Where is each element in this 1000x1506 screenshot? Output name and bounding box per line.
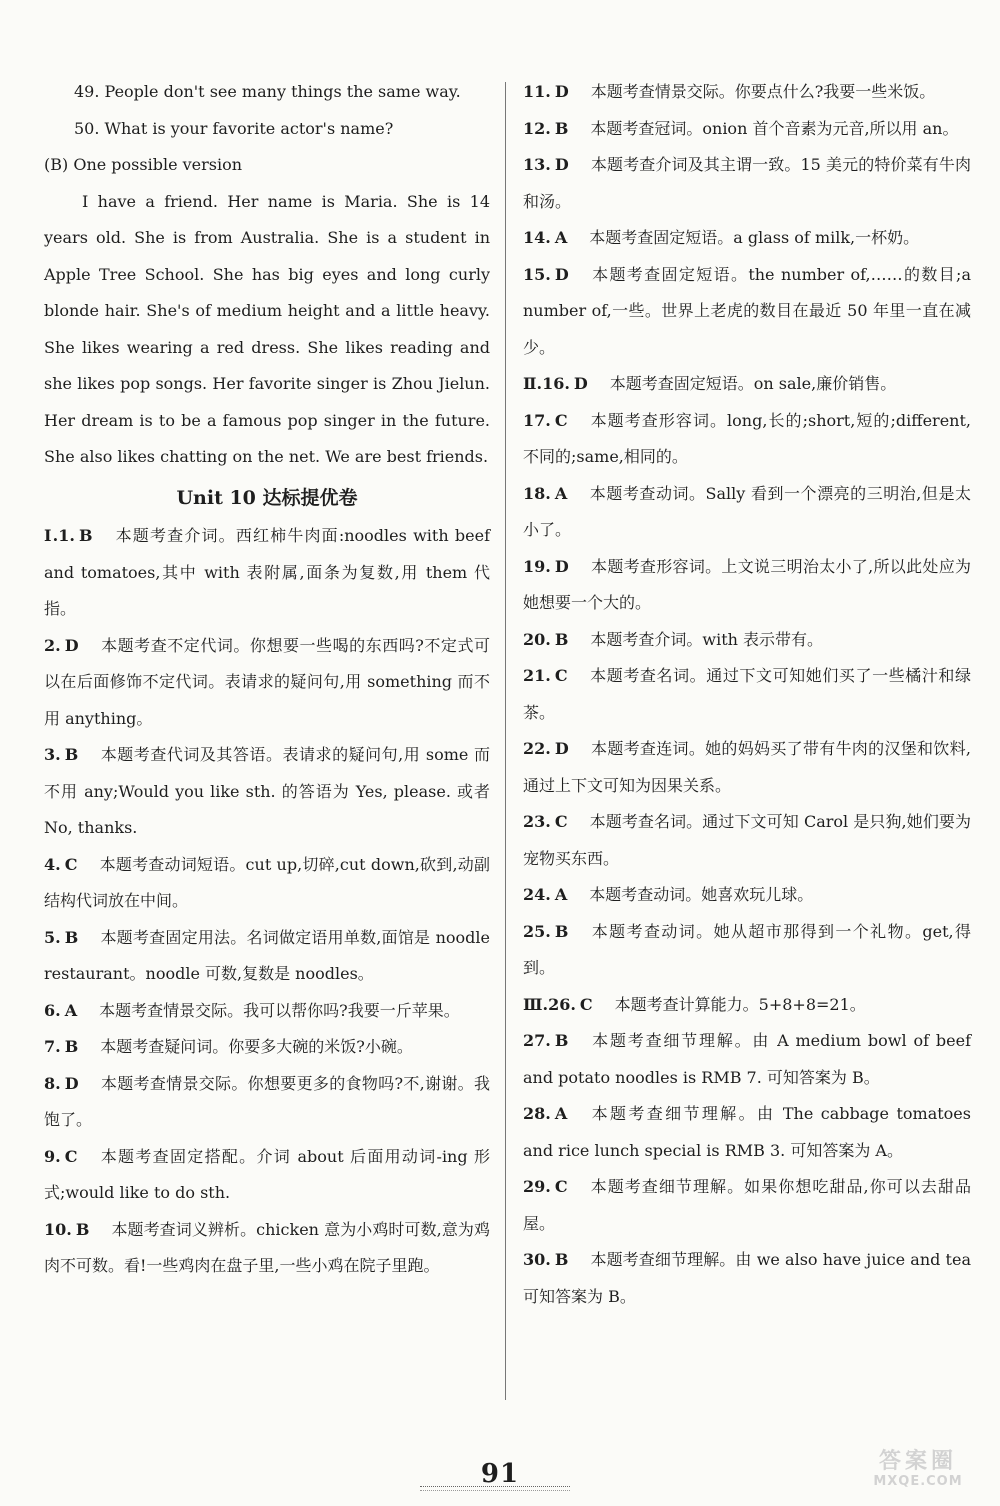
question-number: 27. (523, 1031, 551, 1050)
explanation-text: 本题考查细节理解。由 The cabbage tomatoes and rice lunch special is RMB 3. 可知答案为 A。 (523, 1104, 971, 1160)
explanation-text: 本题考查介词。with 表示带有。 (590, 629, 824, 649)
answer-letter: B (64, 1037, 79, 1056)
answer-letter: B (554, 1031, 569, 1050)
answer-letter: B (554, 118, 569, 138)
unit-title: Unit 10 达标提优卷 (176, 486, 358, 509)
question-number: 3. (44, 745, 61, 764)
answer-letter: C (64, 854, 78, 874)
question-number: 11. (523, 82, 551, 101)
answer-letter: C (554, 812, 568, 831)
question-number: 30. (523, 1250, 551, 1269)
question-number: 28. (523, 1104, 551, 1123)
explanation-text: 本题考查连词。她的妈妈买了带有牛肉的汉堡和饮料,通过上下文可知为因果关系。 (523, 739, 971, 795)
explanation-text: 本题考查名词。通过下文可知她们买了一些橘汁和绿茶。 (523, 666, 971, 722)
explanation-text: 本题考查代词及其答语。表请求的疑问句,用 some 而不用 any;Would you like sth. 的答语为 Yes, please. 或者 No, thanks. (44, 745, 490, 837)
answer-line-49: 49. People don't see many things the same way. (74, 82, 461, 101)
answer-item (44, 1066, 490, 1139)
section-label: Ⅰ. (44, 526, 59, 545)
explanation-text: 本题考查计算能力。5+8+8=21。 (614, 994, 866, 1014)
question-number: 21. (523, 666, 551, 685)
answer-item (523, 74, 971, 111)
answer-letter: D (554, 155, 569, 174)
explanation-text: 本题考查固定短语。on sale,廉价销售。 (609, 374, 897, 393)
answer-item (523, 1169, 971, 1242)
question-number: 25. (523, 921, 551, 941)
question-number: 24. (523, 885, 551, 904)
question-number: 2. (44, 635, 61, 655)
explanation-text: 本题考查情景交际。你想要更多的食物吗?不,谢谢。我饱了。 (44, 1073, 490, 1129)
answer-letter: B (554, 1250, 569, 1269)
answer-letter: B (554, 921, 569, 941)
answer-item (523, 622, 971, 659)
answer-letter: B (75, 1219, 90, 1239)
question-number: 22. (523, 739, 551, 758)
question-number: 10. (44, 1219, 72, 1239)
right-column (523, 74, 971, 1315)
explanation-text: 本题考查细节理解。如果你想吃甜品,你可以去甜品屋。 (523, 1177, 971, 1233)
answer-item (523, 1096, 971, 1169)
question-number: 16. (542, 374, 570, 393)
question-number: 17. (523, 410, 551, 430)
answer-letter: C (554, 1177, 568, 1196)
question-number: 29. (523, 1177, 551, 1196)
explanation-text: 本题考查不定代词。你想要一些喝的东西吗?不定式可以在后面修饰不定代词。表请求的疑问句,用 something 而不用 anything。 (44, 635, 490, 728)
section-label: Ⅱ. (523, 374, 543, 393)
question-number: 20. (523, 629, 551, 649)
section-label: Ⅲ. (523, 994, 549, 1014)
answer-letter: A (64, 1000, 78, 1020)
question-number: 5. (44, 927, 61, 947)
answer-letter: A (554, 483, 568, 503)
question-number: 1. (58, 526, 75, 545)
explanation-text: 本题考查介词。西红柿牛肉面:noodles with beef and tomatoes,其中 with 表附属,面条为复数,用 them 代指。 (44, 526, 490, 618)
answer-item (44, 1212, 490, 1285)
watermark-text-cn: 答案圈 (878, 1449, 957, 1474)
question-number: 6. (44, 1000, 61, 1020)
question-number: 7. (44, 1037, 61, 1056)
answer-letter: C (579, 994, 593, 1014)
explanation-text: 本题考查情景交际。我可以帮你吗?我要一斤苹果。 (99, 1000, 460, 1020)
explanation-text: 本题考查介词及其主谓一致。15 美元的特价菜有牛肉和汤。 (523, 155, 971, 211)
explanation-text: 本题考查形容词。上文说三明治太小了,所以此处应为她想要一个大的。 (523, 556, 971, 612)
explanation-text: 本题考查名词。通过下文可知 Carol 是只狗,她们要为宠物买东西。 (523, 812, 971, 868)
question-number: 12. (523, 118, 551, 138)
answer-letter: D (64, 1073, 79, 1093)
explanation-text: 本题考查固定用法。名词做定语用单数,面馆是 noodle restaurant。noodle 可数,复数是 noodles。 (44, 927, 490, 983)
explanation-text: 本题考查动词。她从超市那得到一个礼物。get,得到。 (523, 921, 971, 977)
right-answer-list (523, 74, 971, 1315)
answer-item (523, 147, 971, 220)
page-number: 91 (480, 1459, 520, 1489)
footer-ornament (420, 1486, 570, 1491)
question-number: 4. (44, 854, 61, 874)
explanation-text: 本题考查疑问词。你要多大碗的米饭?小碗。 (100, 1037, 413, 1056)
answer-item (44, 518, 490, 628)
answer-item (523, 403, 971, 476)
answer-letter: D (554, 82, 569, 101)
watermark-text-en: MXQE.COM (873, 1474, 963, 1489)
answer-letter: D (554, 739, 569, 758)
left-column (44, 74, 490, 1285)
question-number: 15. (523, 264, 551, 284)
watermark-logo (852, 1449, 984, 1500)
answer-letter: B (64, 745, 79, 764)
explanation-text: 本题考查形容词。long,长的;short,短的;different,不同的;same,相同的。 (523, 410, 971, 466)
answer-item (523, 476, 971, 549)
column-divider (505, 82, 506, 1400)
answer-item (523, 804, 971, 877)
answer-item (44, 920, 490, 993)
question-number: 8. (44, 1073, 61, 1093)
explanation-text: 本题考查动词。Sally 看到一个漂亮的三明治,但是太小了。 (523, 483, 971, 539)
question-number: 13. (523, 155, 551, 174)
explanation-text: 本题考查细节理解。由 we also have juice and tea 可知答案为 B。 (523, 1250, 971, 1306)
explanation-text: 本题考查动词短语。cut up,切碎,cut down,砍到,动副结构代词放在中间。 (44, 854, 490, 910)
answer-item (44, 737, 490, 847)
explanation-text: 本题考查冠词。onion 首个音素为元音,所以用 an。 (590, 118, 959, 138)
answer-letter: C (554, 666, 568, 685)
answer-item (523, 987, 971, 1024)
explanation-text: 本题考查细节理解。由 A medium bowl of beef and potato noodles is RMB 7. 可知答案为 B。 (523, 1031, 971, 1087)
answer-item (523, 220, 971, 257)
answer-line-50: 50. What is your favorite actor's name? (74, 118, 394, 138)
answer-letter: C (64, 1146, 78, 1166)
question-number: 14. (523, 228, 551, 247)
answer-letter: D (554, 556, 569, 576)
answer-item (44, 993, 490, 1030)
answer-letter: D (573, 374, 588, 393)
explanation-text: 本题考查动词。她喜欢玩儿球。 (589, 885, 814, 904)
answer-item (523, 257, 971, 367)
answer-item (44, 628, 490, 738)
answer-item (523, 1242, 971, 1315)
answer-item (523, 1023, 971, 1096)
answer-item (523, 914, 971, 987)
answer-item (523, 658, 971, 731)
answer-item (523, 731, 971, 804)
answer-letter: A (554, 228, 568, 247)
answer-item (523, 111, 971, 148)
left-answer-list (44, 518, 490, 1285)
answer-letter: D (554, 264, 569, 284)
answer-letter: B (78, 526, 93, 545)
explanation-text: 本题考查固定搭配。介词 about 后面用动词-ing 形式;would like to do sth. (44, 1146, 490, 1202)
answer-item (523, 549, 971, 622)
explanation-text: 本题考查词义辨析。chicken 意为小鸡时可数,意为鸡肉不可数。看!一些鸡肉在盘子里,一些小鸡在院子里跑。 (44, 1219, 490, 1275)
question-number: 9. (44, 1146, 61, 1166)
answer-letter: B (64, 927, 79, 947)
answer-item (523, 877, 971, 914)
essay-paragraph: I have a friend. Her name is Maria. She is 14 years old. She is from Australia. She is a student in Apple Tree School. She has big eyes and long curly blonde hair. She's of medium height and a little heavy. She likes wearing a red dress. She likes reading and she likes pop songs. Her favorite singer is Zhou Jielun. Her dream is to be a famous pop singer in the future. She also likes chatting on the net. We are best friends. (44, 191, 490, 466)
answer-item (44, 1139, 490, 1212)
answer-letter: B (554, 629, 569, 649)
explanation-text: 本题考查固定短语。a glass of milk,一杯奶。 (589, 228, 920, 247)
version-label: (B) One possible version (44, 155, 243, 174)
answer-item (523, 366, 971, 403)
answer-item (44, 1029, 490, 1066)
answer-letter: C (554, 410, 568, 430)
question-number: 19. (523, 556, 551, 576)
answer-letter: A (554, 1104, 568, 1123)
answer-item (44, 847, 490, 920)
question-number: 23. (523, 812, 551, 831)
explanation-text: 本题考查情景交际。你要点什么?我要一些米饭。 (590, 82, 936, 101)
question-number: 18. (523, 483, 551, 503)
question-number: 26. (548, 994, 576, 1014)
answer-letter: D (64, 635, 79, 655)
answer-letter: A (554, 885, 568, 904)
explanation-text: 本题考查固定短语。the number of,……的数目;a number of,一些。世界上老虎的数目在最近 50 年里一直在减少。 (523, 264, 971, 357)
